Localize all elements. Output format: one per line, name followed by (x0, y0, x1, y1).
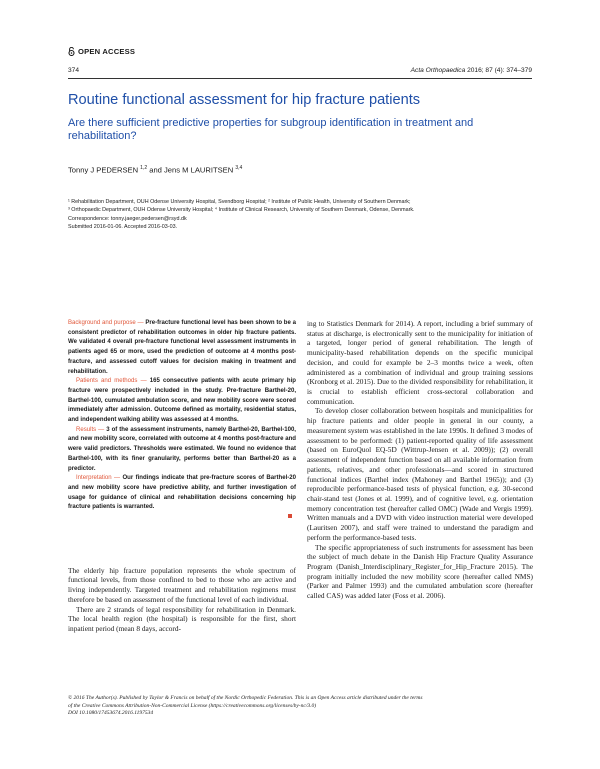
journal-citation (411, 67, 532, 74)
author-1: Tonny J PEDERSEN (68, 165, 141, 175)
body-paragraph: The specific appropriateness of such instruments for assessment has been the subject of much debate in the Danish Hip Fracture Quality Assurance Program (Danish_Interdisciplinary_Register_for_Hip_Fracture 2015). The program initially included the new mobility score (hereafter called NMS) (Parker and Palmer 1993) and the cumulated ambulation score (hereafter called CAS) was added later (Foss et al. 2006). (307, 542, 533, 601)
abstract-interpretation (68, 474, 296, 513)
header-divider (68, 78, 532, 79)
author-join: and Jens M LAURITSEN (147, 165, 236, 175)
abstract-end (68, 513, 296, 523)
author-2-affiliation: 3,4 (235, 165, 243, 171)
journal-name: Acta Orthopaedica (410, 67, 466, 74)
journal-volume: 2016; 87 (4): 374–379 (465, 67, 532, 74)
left-column (68, 319, 296, 634)
right-column (307, 319, 533, 601)
end-of-abstract-square (288, 514, 292, 518)
abstract-results-head: Results — (76, 426, 107, 433)
author-line (68, 165, 242, 175)
affiliation-line: ¹ Rehabilitation Department, OUH Odense University Hospital, Svendborg Hospital; ² Institute of Public Health, University of Southern Denmark; (68, 199, 411, 205)
abstract-background-text: Pre-fracture functional level has been shown to be a consistent predictor of rehabilitation outcomes in older hip fracture patients. We validated 4 overall pre-fracture functional level assessment instruments in patients aged 65 or more, used the prediction of outcome at 4 months post-fracture, and assessed cutoff values for decision making in treatment and rehabilitation. (68, 320, 296, 375)
abstract-methods (68, 377, 296, 426)
abstract (68, 319, 296, 523)
article-title: Routine functional assessment for hip fracture patients (68, 92, 421, 108)
correspondence: Correspondence: tonny.jaeger.pedersen@rsyd.dk (68, 215, 187, 222)
body-paragraph: The elderly hip fracture population represents the whole spectrum of functional levels, from those confined to bed to those who are active and living independently. Targeted treatment and rehabilitation regimens must therefore be based on assessment of the functional level of each individual. (68, 565, 296, 604)
doi: DOI 10.1080/17453674.2016.1197534 (68, 710, 154, 717)
license-footer (68, 695, 538, 718)
abstract-interpretation-head: Interpretation — (76, 475, 123, 482)
open-access-label (68, 47, 135, 56)
submission-dates: Submitted 2016-01-06. Accepted 2016-03-03. (68, 224, 178, 231)
abstract-methods-head: Patients and methods — (76, 378, 150, 385)
author-1-affiliation: 1,2 (140, 165, 148, 171)
body-paragraph: ing to Statistics Denmark for 2014). A report, including a brief summary of status at discharge, is electronically sent to the municipality for initiation of a targeted, longer period of general rehabilitation. The length of municipality-based rehabilitation depends on the specific municipal decision, and could for example be 2–3 months twice a week, often administered as a combination of individual and group training sessions (Kronborg et al. 2015). Due to the divided responsibility for rehabilitation, it is crucial to establish efficient cross-sectoral collaboration and communication. (307, 319, 533, 406)
page-number: 374 (68, 67, 80, 74)
article-subtitle: Are there sufficient predictive properties for subgroup identification in treatment and rehabilitation? (68, 117, 474, 142)
abstract-interpretation-text: Our findings indicate that pre-fracture scores of Barthel-20 and new mobility score have predictive ability, and further investigation of usage for guidance of clinical and rehabilitation decisions concerning hip fracture patients is warranted. (68, 475, 296, 511)
body-paragraph: There are 2 strands of legal responsibility for rehabilitation in Denmark. The local health region (the hospital) is responsible for the first, short inpatient period (mean 8 days, accord- (68, 604, 296, 634)
abstract-background (68, 319, 296, 377)
body-left (68, 566, 296, 634)
abstract-results-text: 3 of the assessment instruments, namely Barthel-20, Barthel-100, and new mobility score, correlated with outcome at 4 months post-fracture and were valid predictors. Thresholds were estimated. We found no evidence that Barthel-100, with its finer granularity, performs better than Barthel-20 as a predictor. (68, 426, 296, 472)
open-access-lock-icon (68, 47, 75, 56)
open-access-text: OPEN ACCESS (78, 47, 136, 56)
abstract-results (68, 426, 296, 475)
license-line: © 2016 The Author(s). Published by Taylor & Francis on behalf of the Nordic Orthopedic Federation. This is an Open Access article distributed under the terms (68, 695, 423, 701)
affiliation-line: ³ Orthopaedic Department, OUH Odense University Hospital; ⁴ Institute of Clinical Research, University of Southern Denmark, Odense, Denmark. (68, 207, 415, 214)
affiliations (68, 198, 536, 232)
abstract-background-head: Background and purpose — (68, 320, 146, 326)
body-paragraph: To develop closer collaboration between hospitals and municipalities for hip fracture patients and older people in general in our county, a measurement system was established in the late 1990s. It defined 3 modes of assessment to be performed: (1) patient-reported quality of life assessment (based on EuroQuol EQ-5D (Wittrup-Jensen et al. 2009)); (2) overall assessment of independent function based on all available information from patients, relatives, and other professionals—and scored in structured functional indices (Barthel index (Mahoney and Barthel 1965)); and (3) reproducible performance-based tests of physical function, e.g. 30-second chair-stand test (Jones et al. 1999), and of cognitive level, e.g. orientation memory concentration test (hereafter called OMC) (Wade and Vergis 1999). Written manuals and a DVD with video instruction material were developed (Lauritsen 2007), and staff were trained to understand the paradigm and perform the performance-based tests. (307, 406, 533, 542)
abstract-methods-text: 165 consecutive patients with acute primary hip fracture were prospectively included in the study. Pre-fracture Barthel-20, Barthel-100, cumulated ambulation score, and new mobility score were scored immediately after admission. Outcome defined as mortality, residential status, and independent walking ability was assessed at 4 months. (68, 378, 296, 424)
license-line: of the Creative Commons Attribution-Non-Commercial License (https://creativecommons.org/licenses/by-nc/3.0) (68, 702, 317, 709)
